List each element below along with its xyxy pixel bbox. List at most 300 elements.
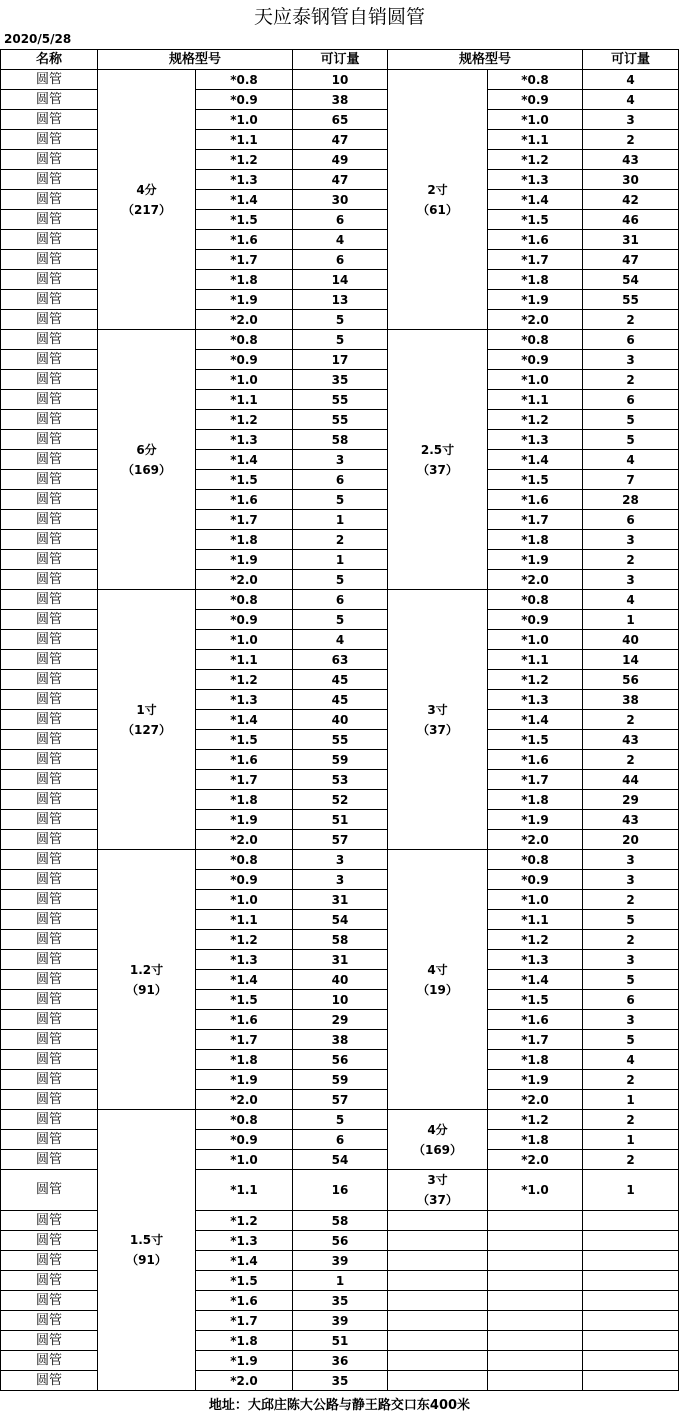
spec-size-right: *1.2 [488,1110,583,1130]
row-name: 圆管 [1,790,98,810]
qty-value-right: 1 [583,610,679,630]
group-total: （127） [121,722,172,737]
spec-size: *1.4 [196,710,293,730]
spec-size: *1.4 [196,450,293,470]
row-name: 圆管 [1,990,98,1010]
spec-size-right: *1.2 [488,930,583,950]
qty-value: 56 [293,1231,388,1251]
qty-value: 5 [293,490,388,510]
group-total: （37） [417,722,458,737]
empty-cell [388,1231,488,1251]
row-name: 圆管 [1,470,98,490]
table-row [1,1110,679,1130]
row-name: 圆管 [1,330,98,350]
qty-value-right: 2 [583,930,679,950]
spec-size: *0.8 [196,1110,293,1130]
row-name: 圆管 [1,1070,98,1090]
spec-size: *1.9 [196,290,293,310]
spec-size: *1.0 [196,1150,293,1170]
spec-size-right: *1.7 [488,1030,583,1050]
spec-size-right: *1.0 [488,890,583,910]
spec-size-right: *1.2 [488,150,583,170]
spec-size: *1.3 [196,690,293,710]
row-name: 圆管 [1,450,98,470]
table-row [1,70,679,90]
qty-value-right: 2 [583,550,679,570]
qty-value-right: 20 [583,830,679,850]
spec-size: *1.3 [196,430,293,450]
qty-value-right: 43 [583,810,679,830]
spec-size-right: *2.0 [488,1150,583,1170]
row-name: 圆管 [1,890,98,910]
row-name: 圆管 [1,850,98,870]
qty-value: 55 [293,730,388,750]
row-name: 圆管 [1,630,98,650]
qty-value-right: 3 [583,950,679,970]
spec-size: *1.7 [196,1311,293,1331]
qty-value: 40 [293,970,388,990]
qty-value: 5 [293,610,388,630]
qty-value-right: 4 [583,70,679,90]
spec-size: *1.5 [196,990,293,1010]
qty-value-right: 6 [583,330,679,350]
qty-value-right: 2 [583,1070,679,1090]
spec-size: *1.6 [196,490,293,510]
spec-size: *1.1 [196,1170,293,1211]
stock-table [0,49,679,1391]
qty-value: 57 [293,830,388,850]
empty-cell [388,1251,488,1271]
spec-size-right: *1.8 [488,270,583,290]
spec-size: *1.7 [196,510,293,530]
row-name: 圆管 [1,130,98,150]
row-name: 圆管 [1,110,98,130]
row-name: 圆管 [1,1251,98,1271]
group-name: 4分 [136,182,157,197]
qty-value: 17 [293,350,388,370]
qty-value: 10 [293,990,388,1010]
qty-value: 5 [293,1110,388,1130]
spec-size-right: *1.0 [488,110,583,130]
spec-size-right: *0.8 [488,590,583,610]
qty-value: 55 [293,410,388,430]
group-label [388,1170,488,1211]
row-name: 圆管 [1,1010,98,1030]
qty-value: 59 [293,1070,388,1090]
row-name: 圆管 [1,970,98,990]
row-name: 圆管 [1,550,98,570]
qty-value: 58 [293,1211,388,1231]
qty-value-right: 30 [583,170,679,190]
row-name: 圆管 [1,190,98,210]
group-total: （91） [126,982,167,997]
spec-size: *1.0 [196,110,293,130]
qty-value-right: 47 [583,250,679,270]
group-label [388,1110,488,1170]
empty-cell [488,1371,583,1391]
spec-size-right: *1.9 [488,1070,583,1090]
row-name: 圆管 [1,350,98,370]
row-name: 圆管 [1,1231,98,1251]
spec-size-right: *1.1 [488,390,583,410]
qty-value: 10 [293,70,388,90]
qty-value: 5 [293,330,388,350]
spec-size: *1.2 [196,1211,293,1231]
empty-cell [583,1231,679,1251]
spec-size-right: *1.7 [488,250,583,270]
row-name: 圆管 [1,230,98,250]
header-spec: 规格型号 [98,50,293,70]
qty-value: 57 [293,1090,388,1110]
spec-size: *1.1 [196,390,293,410]
spec-size: *0.8 [196,850,293,870]
row-name: 圆管 [1,1331,98,1351]
qty-value: 51 [293,810,388,830]
row-name: 圆管 [1,1170,98,1211]
row-name: 圆管 [1,210,98,230]
spec-size: *1.8 [196,270,293,290]
row-name: 圆管 [1,1311,98,1331]
qty-value-right: 4 [583,590,679,610]
row-name: 圆管 [1,1030,98,1050]
spec-size: *1.1 [196,910,293,930]
spec-size: *1.3 [196,950,293,970]
qty-value: 58 [293,430,388,450]
group-name: 4寸 [427,962,448,977]
group-label [98,590,196,850]
spec-size: *0.9 [196,610,293,630]
spec-size-right: *0.8 [488,330,583,350]
row-name: 圆管 [1,950,98,970]
row-name: 圆管 [1,770,98,790]
group-label [388,70,488,330]
qty-value-right: 2 [583,130,679,150]
group-name: 3寸 [427,1173,448,1187]
spec-size-right: *1.0 [488,1170,583,1211]
spec-size-right: *1.4 [488,450,583,470]
qty-value: 51 [293,1331,388,1351]
row-name: 圆管 [1,270,98,290]
qty-value-right: 6 [583,390,679,410]
group-name: 1.5寸 [129,1233,164,1247]
spec-size-right: *0.9 [488,610,583,630]
group-label [98,1110,196,1391]
spec-size: *0.8 [196,70,293,90]
spec-size: *1.8 [196,530,293,550]
empty-cell [583,1251,679,1271]
qty-value: 49 [293,150,388,170]
qty-value: 40 [293,710,388,730]
spec-size: *1.4 [196,190,293,210]
spec-size: *2.0 [196,1090,293,1110]
group-name: 1寸 [136,702,157,717]
row-name: 圆管 [1,170,98,190]
qty-value: 1 [293,550,388,570]
qty-value: 63 [293,650,388,670]
spec-size-right: *1.8 [488,1130,583,1150]
spec-size: *1.5 [196,1271,293,1291]
qty-value: 2 [293,530,388,550]
qty-value-right: 4 [583,1050,679,1070]
qty-value-right: 5 [583,1030,679,1050]
qty-value: 3 [293,870,388,890]
qty-value-right: 3 [583,570,679,590]
qty-value: 5 [293,310,388,330]
row-name: 圆管 [1,650,98,670]
qty-value: 6 [293,470,388,490]
row-name: 圆管 [1,510,98,530]
spec-size-right: *1.6 [488,1010,583,1030]
empty-cell [583,1271,679,1291]
qty-value: 16 [293,1170,388,1211]
qty-value: 1 [293,510,388,530]
empty-cell [488,1331,583,1351]
qty-value-right: 1 [583,1090,679,1110]
row-name: 圆管 [1,410,98,430]
qty-value-right: 2 [583,890,679,910]
empty-cell [388,1271,488,1291]
row-name: 圆管 [1,670,98,690]
qty-value-right: 5 [583,970,679,990]
spec-size: *0.8 [196,590,293,610]
empty-cell [488,1351,583,1371]
spec-size: *2.0 [196,830,293,850]
qty-value: 47 [293,130,388,150]
qty-value-right: 3 [583,850,679,870]
empty-cell [388,1371,488,1391]
spec-size-right: *1.8 [488,1050,583,1070]
qty-value: 56 [293,1050,388,1070]
empty-cell [488,1291,583,1311]
empty-cell [388,1331,488,1351]
qty-value: 31 [293,950,388,970]
qty-value-right: 3 [583,1010,679,1030]
spec-size: *1.8 [196,790,293,810]
header-name: 名称 [1,50,98,70]
empty-cell [388,1291,488,1311]
empty-cell [583,1351,679,1371]
header-qty: 可订量 [293,50,388,70]
qty-value-right: 2 [583,1110,679,1130]
spec-size-right: *1.3 [488,170,583,190]
spec-size-right: *1.2 [488,410,583,430]
spec-size-right: *1.0 [488,630,583,650]
table-row [1,330,679,350]
qty-value-right: 6 [583,510,679,530]
row-name: 圆管 [1,710,98,730]
spec-size-right: *1.5 [488,730,583,750]
empty-cell [583,1211,679,1231]
spec-size-right: *1.1 [488,650,583,670]
row-name: 圆管 [1,1211,98,1231]
empty-cell [583,1371,679,1391]
qty-value-right: 54 [583,270,679,290]
spec-size: *1.0 [196,370,293,390]
qty-value: 58 [293,930,388,950]
row-name: 圆管 [1,830,98,850]
qty-value-right: 3 [583,870,679,890]
qty-value: 39 [293,1251,388,1271]
row-name: 圆管 [1,1130,98,1150]
spec-size: *1.7 [196,770,293,790]
spec-size: *2.0 [196,570,293,590]
qty-value-right: 46 [583,210,679,230]
qty-value: 4 [293,230,388,250]
spec-size-right: *2.0 [488,310,583,330]
qty-value: 47 [293,170,388,190]
spec-size-right: *1.9 [488,550,583,570]
qty-value-right: 1 [583,1130,679,1150]
qty-value: 45 [293,690,388,710]
row-name: 圆管 [1,570,98,590]
report-date: 2020/5/28 [4,32,72,46]
spec-size-right: *2.0 [488,830,583,850]
qty-value-right: 29 [583,790,679,810]
spec-size: *2.0 [196,1371,293,1391]
row-name: 圆管 [1,1271,98,1291]
group-name: 1.2寸 [129,962,164,977]
spec-size: *1.6 [196,750,293,770]
header-spec-right: 规格型号 [388,50,583,70]
spec-size-right: *1.5 [488,210,583,230]
qty-value-right: 1 [583,1170,679,1211]
spec-size: *1.6 [196,1010,293,1030]
qty-value: 54 [293,910,388,930]
spec-size-right: *0.9 [488,870,583,890]
table-row [1,850,679,870]
spec-size-right: *1.7 [488,510,583,530]
qty-value-right: 2 [583,370,679,390]
row-name: 圆管 [1,730,98,750]
qty-value: 39 [293,1311,388,1331]
empty-cell [388,1311,488,1331]
empty-cell [488,1251,583,1271]
spec-size: *0.8 [196,330,293,350]
group-label [98,850,196,1110]
row-name: 圆管 [1,1371,98,1391]
empty-cell [388,1211,488,1231]
spec-size: *1.1 [196,130,293,150]
qty-value-right: 5 [583,410,679,430]
spec-size: *0.9 [196,1130,293,1150]
qty-value-right: 2 [583,710,679,730]
row-name: 圆管 [1,370,98,390]
qty-value: 14 [293,270,388,290]
qty-value: 35 [293,1291,388,1311]
group-name: 4分 [427,1122,448,1137]
qty-value-right: 2 [583,750,679,770]
empty-cell [488,1311,583,1331]
spec-size-right: *1.8 [488,790,583,810]
qty-value: 45 [293,670,388,690]
group-total: （169） [121,462,172,477]
qty-value: 6 [293,1130,388,1150]
qty-value-right: 14 [583,650,679,670]
qty-value: 31 [293,890,388,910]
row-name: 圆管 [1,90,98,110]
page-title: 天应泰钢管自销圆管 [253,6,425,28]
group-name: 3寸 [427,702,448,717]
header-row [1,50,679,70]
qty-value-right: 55 [583,290,679,310]
row-name: 圆管 [1,610,98,630]
qty-value-right: 44 [583,770,679,790]
row-name: 圆管 [1,530,98,550]
qty-value-right: 3 [583,530,679,550]
spec-size: *1.4 [196,970,293,990]
group-label [388,850,488,1110]
address-footer: 地址：大邱庄陈大公路与静王路交口东400米 [208,1398,471,1413]
qty-value: 55 [293,390,388,410]
qty-value-right: 5 [583,910,679,930]
group-label [98,330,196,590]
spec-size: *1.1 [196,650,293,670]
spec-size: *0.9 [196,90,293,110]
qty-value-right: 3 [583,110,679,130]
spec-size: *1.3 [196,170,293,190]
spec-size: *1.2 [196,410,293,430]
group-total: （91） [126,1253,167,1267]
spec-size: *1.2 [196,930,293,950]
empty-cell [488,1231,583,1251]
row-name: 圆管 [1,1291,98,1311]
spec-size: *1.9 [196,810,293,830]
qty-value-right: 31 [583,230,679,250]
spec-size-right: *1.3 [488,690,583,710]
spec-size-right: *1.9 [488,810,583,830]
row-name: 圆管 [1,1150,98,1170]
qty-value: 54 [293,1150,388,1170]
row-name: 圆管 [1,70,98,90]
spec-size: *1.8 [196,1331,293,1351]
row-name: 圆管 [1,910,98,930]
empty-cell [583,1311,679,1331]
spec-size-right: *1.3 [488,430,583,450]
spec-size-right: *2.0 [488,1090,583,1110]
group-label [98,70,196,330]
spec-size-right: *0.9 [488,350,583,370]
group-name: 6分 [136,442,157,457]
qty-value: 5 [293,570,388,590]
spec-size-right: *1.4 [488,710,583,730]
spec-size-right: *1.9 [488,290,583,310]
qty-value: 6 [293,210,388,230]
table-row [1,590,679,610]
group-total: （61） [417,202,458,217]
row-name: 圆管 [1,1110,98,1130]
qty-value: 3 [293,450,388,470]
spec-size-right: *0.8 [488,70,583,90]
row-name: 圆管 [1,290,98,310]
qty-value: 35 [293,370,388,390]
row-name: 圆管 [1,810,98,830]
row-name: 圆管 [1,750,98,770]
qty-value: 6 [293,250,388,270]
empty-cell [488,1271,583,1291]
qty-value-right: 5 [583,430,679,450]
group-total: （19） [417,982,458,997]
spec-size-right: *1.5 [488,990,583,1010]
row-name: 圆管 [1,590,98,610]
qty-value-right: 42 [583,190,679,210]
qty-value-right: 3 [583,350,679,370]
qty-value-right: 38 [583,690,679,710]
spec-size-right: *0.8 [488,850,583,870]
spec-size: *1.9 [196,1070,293,1090]
qty-value-right: 4 [583,450,679,470]
qty-value-right: 6 [583,990,679,1010]
row-name: 圆管 [1,310,98,330]
